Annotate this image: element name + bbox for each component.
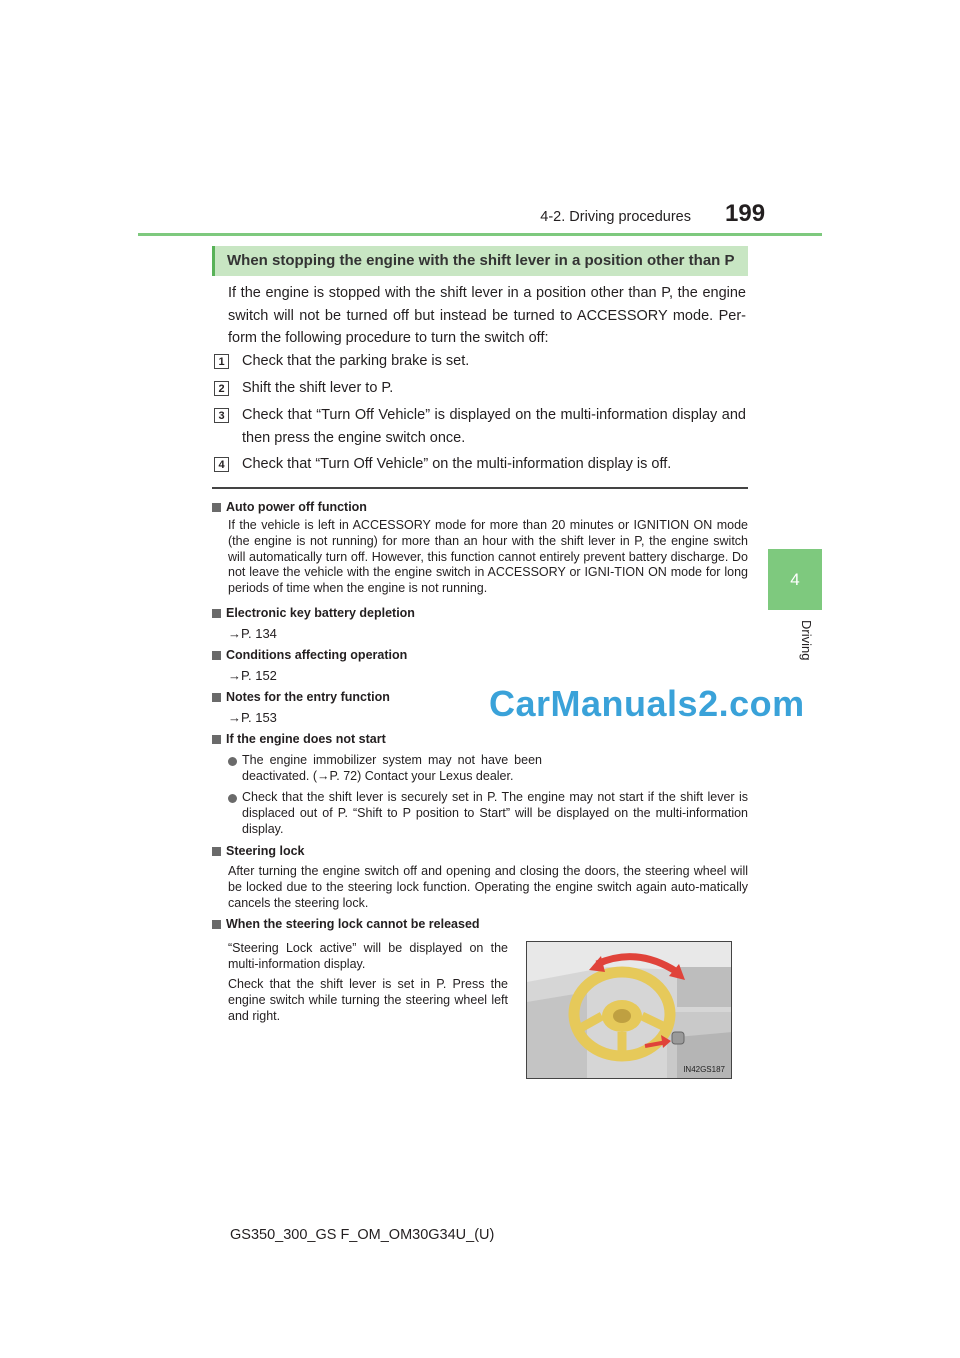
- note-title: Conditions affecting operation: [226, 648, 408, 662]
- step-text: Check that the parking brake is set.: [242, 353, 470, 369]
- note-steering-lock-body: After turning the engine switch off and opening and closing the doors, the steering wheel will be locked due to the steering lock function. Operating the engine switch again auto-matically cancels the steering lock.: [228, 864, 748, 910]
- chapter-number: 4: [790, 569, 800, 589]
- box-intro: If the engine is stopped with the shift lever in a position other than P, the engine switch will not be turned off but instead be turned to ACCESSORY mode. Per-form the following procedure to turn the switch off:: [228, 285, 746, 346]
- step-text: Shift the shift lever to P.: [242, 380, 394, 396]
- bullet-text: The engine immobilizer system may not have been deactivated. (→P. 72) Contact your Lexus dealer.: [242, 753, 542, 783]
- note-conditions: [212, 648, 407, 662]
- note-steering-lock: [212, 844, 305, 858]
- chapter-tab: [768, 549, 822, 610]
- note-title: Steering lock: [226, 844, 305, 858]
- step-2: [214, 377, 746, 400]
- step-number-badge: 2: [214, 381, 229, 396]
- square-bullet-icon: [212, 609, 221, 618]
- lock-release-text-1: “Steering Lock active” will be displayed on the multi-information display.: [228, 941, 508, 971]
- square-bullet-icon: [212, 847, 221, 856]
- step-number-badge: 3: [214, 408, 229, 423]
- step-number-badge: 1: [214, 354, 229, 369]
- chapter-label: Driving: [799, 620, 814, 661]
- note-no-start: [212, 732, 386, 746]
- page-reference-link[interactable]: →P. 153: [228, 710, 277, 725]
- step-text: Check that “Turn Off Vehicle” on the multi-information display is off.: [242, 456, 672, 472]
- page-number: 199: [725, 200, 766, 227]
- step-3: [214, 404, 746, 449]
- note-entry-function: [212, 690, 390, 704]
- box-title: When stopping the engine with the shift lever in a position other than P: [212, 246, 748, 276]
- page-reference-link[interactable]: →P. 152: [228, 668, 277, 683]
- figure-code: IN42GS187: [683, 1065, 725, 1074]
- step-4: [214, 453, 746, 476]
- steering-wheel-illustration: [526, 941, 732, 1079]
- note-title: If the engine does not start: [226, 732, 386, 746]
- note-title: When the steering lock cannot be released: [226, 917, 480, 931]
- watermark-text: CarManuals2.com: [489, 683, 805, 724]
- square-bullet-icon: [212, 651, 221, 660]
- step-number-badge: 4: [214, 457, 229, 472]
- round-bullet-icon: [228, 757, 237, 766]
- lock-release-text-2: Check that the shift lever is set in P. Press the engine switch while turning the steering wheel left and right.: [228, 977, 508, 1023]
- round-bullet-icon: [228, 794, 237, 803]
- square-bullet-icon: [212, 503, 221, 512]
- step-text: Check that “Turn Off Vehicle” is displayed on the multi-information display and then press the engine switch once.: [242, 407, 746, 446]
- square-bullet-icon: [212, 735, 221, 744]
- square-bullet-icon: [212, 920, 221, 929]
- steering-wheel-icon: [527, 942, 732, 1079]
- note-lock-release: [212, 917, 480, 931]
- note-title: Electronic key battery depletion: [226, 606, 415, 620]
- section-label: 4-2. Driving procedures: [540, 209, 691, 225]
- document-footer: GS350_300_GS F_OM_OM30G34U_(U): [230, 1227, 495, 1243]
- note-auto-power-off-body: If the vehicle is left in ACCESSORY mode for more than 20 minutes or IGNITION ON mode (the engine is not running) for more than an hour with the shift lever in P, the engine switch will automatically turn off. However, this function cannot entirely prevent battery discharge. Do not leave the vehicle with the engine switch in ACCESSORY or IGNI-TION ON mode for long periods of time when the engine is not running.: [228, 518, 748, 596]
- square-bullet-icon: [212, 693, 221, 702]
- bullet-item: [228, 790, 748, 837]
- step-1: [214, 350, 746, 373]
- header-rule: [138, 233, 822, 236]
- bullet-text: Check that the shift lever is securely set in P. The engine may not start if the shift lever is displaced out of P. “Shift to P position to Start” will be displayed on the multi-information display.: [242, 790, 748, 836]
- bullet-item: [228, 753, 748, 785]
- note-key-battery: [212, 606, 415, 620]
- note-title: Notes for the entry function: [226, 690, 390, 704]
- section-divider: [212, 487, 748, 489]
- note-title: Auto power off function: [226, 500, 367, 514]
- page-reference-link[interactable]: →P. 134: [228, 626, 277, 641]
- note-auto-power-off: [212, 500, 367, 514]
